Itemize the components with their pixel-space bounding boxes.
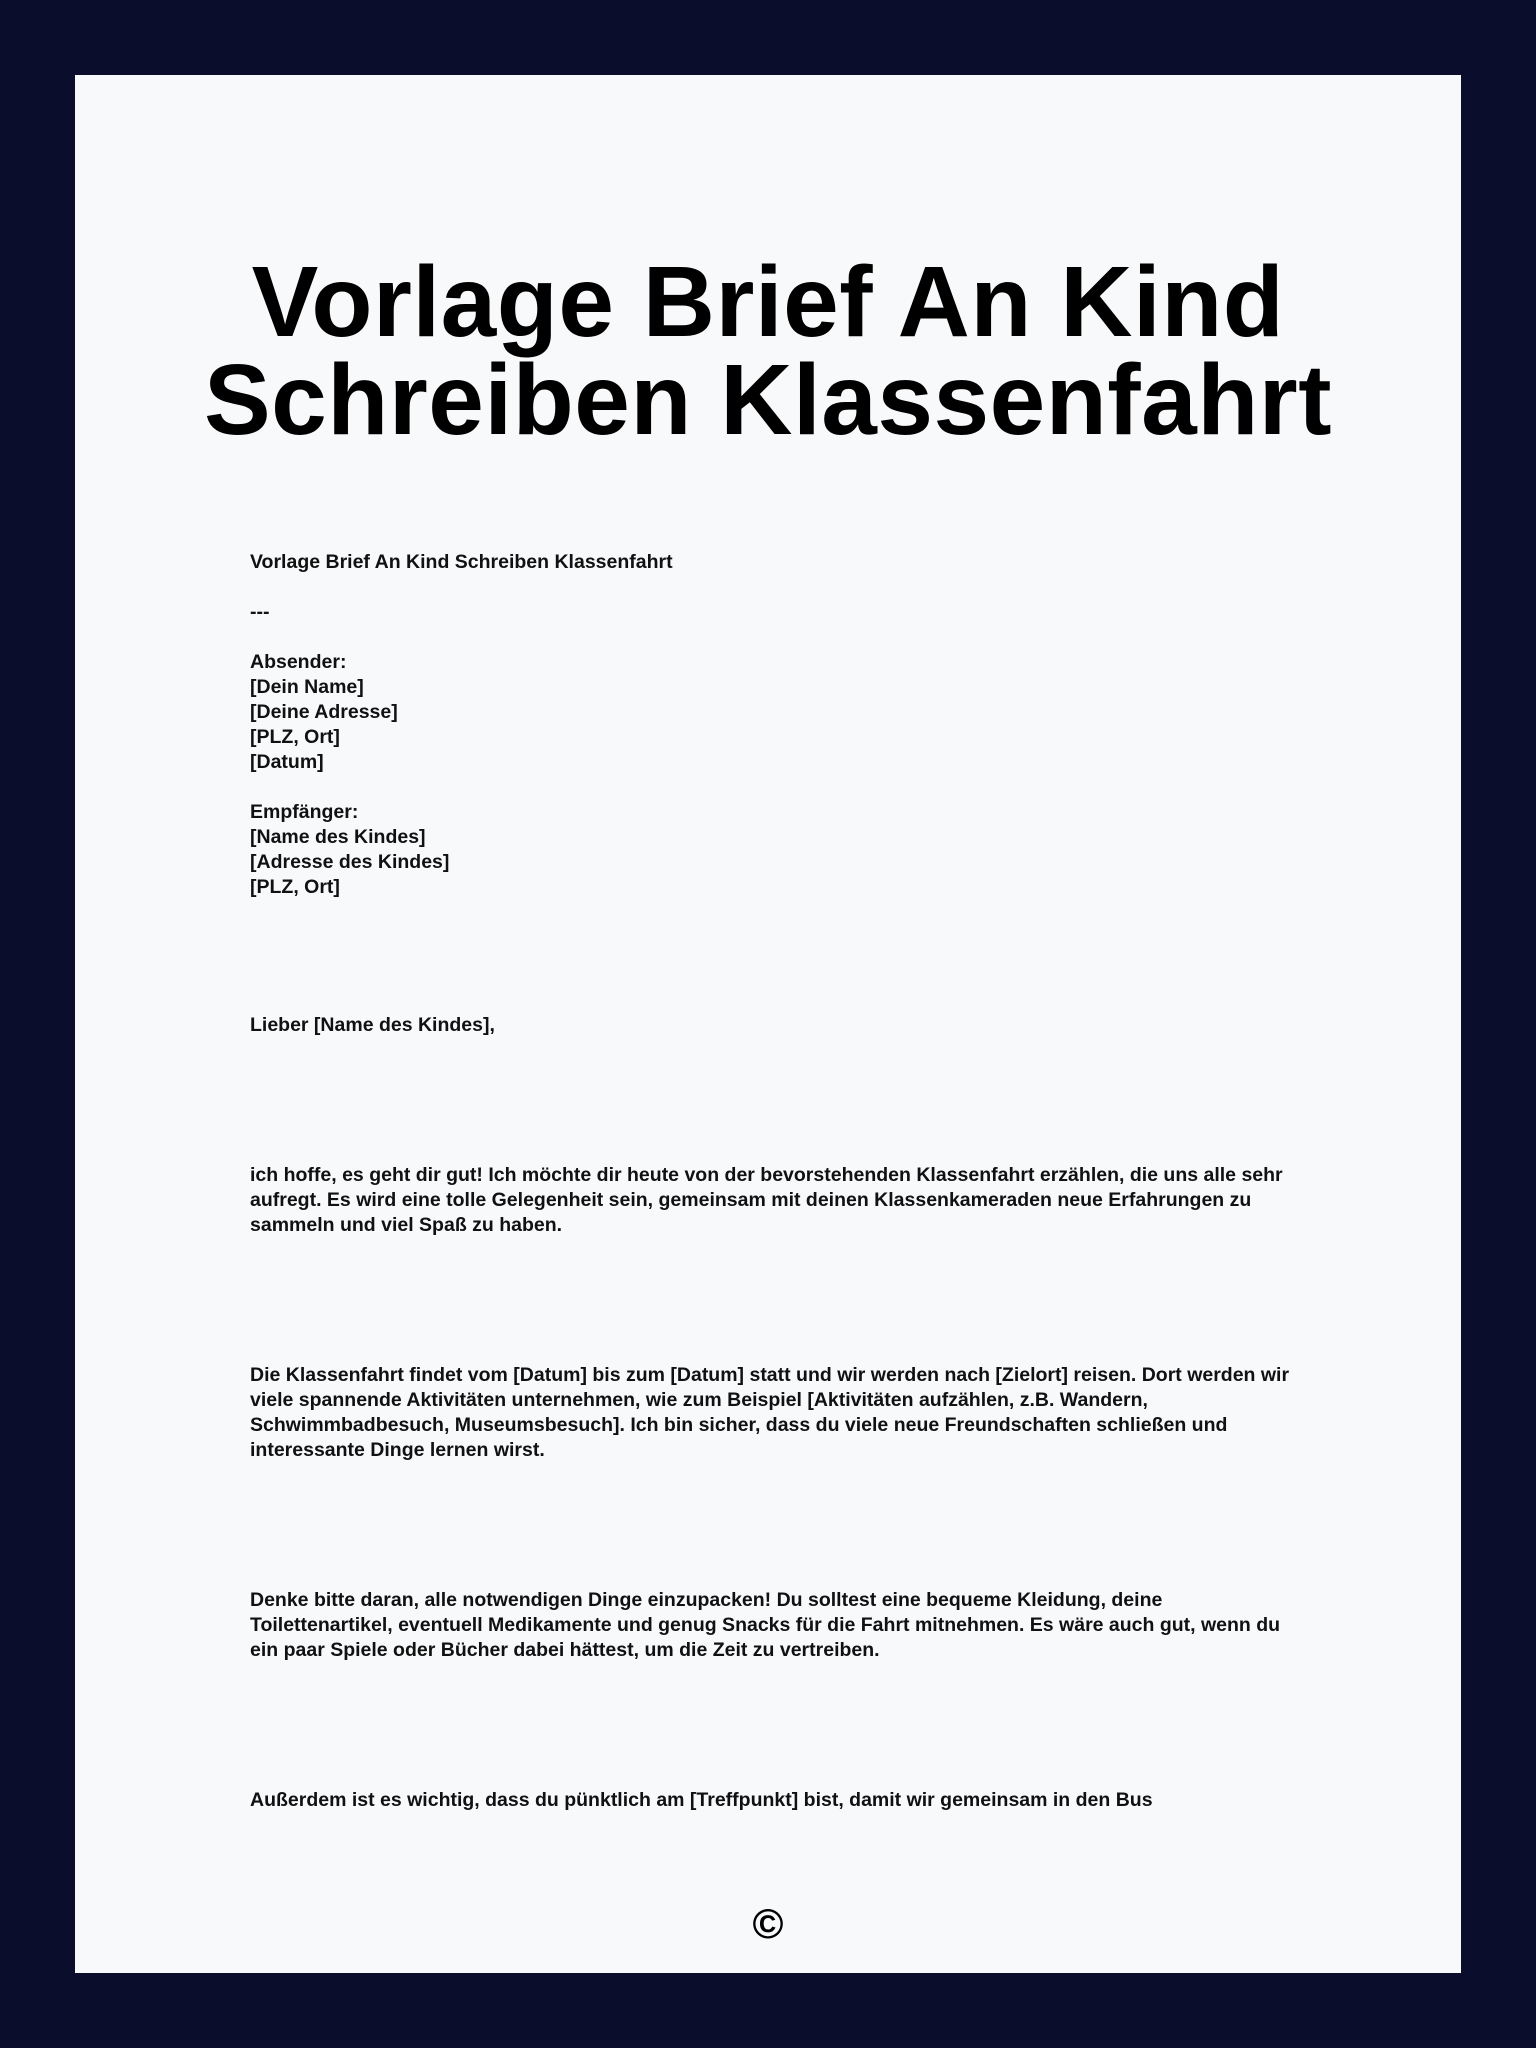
separator: ---	[250, 601, 270, 623]
sender-address: [Deine Adresse]	[250, 701, 398, 723]
copyright-icon: ©	[752, 1900, 784, 1947]
paragraph-intro: ich hoffe, es geht dir gut! Ich möchte dir heute von der bevorstehenden Klassenfahrt erzählen, die uns alle sehr aufregt. Es wird eine tolle Gelegenheit sein, gemeinsam mit deinen Klassenkameraden neue Erfahrungen zu sammeln und viel Spaß zu haben.	[250, 1164, 1283, 1236]
paragraph-meeting-point: Außerdem ist es wichtig, dass du pünktlich am [Treffpunkt] bist, damit wir gemeinsam in den Bus	[250, 1789, 1153, 1811]
sender-name: [Dein Name]	[250, 676, 364, 698]
letter-subtitle: Vorlage Brief An Kind Schreiben Klassenfahrt	[250, 551, 673, 573]
recipient-block	[250, 800, 1310, 900]
sender-label: Absender:	[250, 651, 347, 673]
paragraph-packing: Denke bitte daran, alle notwendigen Dinge einzupacken! Du solltest eine bequeme Kleidung, deine Toilettenartikel, eventuell Medikamente und genug Snacks für die Fahrt mitnehmen. Es wäre auch gut, wenn du ein paar Spiele oder Bücher dabei hättest, um die Zeit zu vertreiben.	[250, 1589, 1281, 1661]
salutation: Lieber [Name des Kindes],	[250, 1014, 495, 1036]
sender-block	[250, 650, 1310, 775]
recipient-address: [Adresse des Kindes]	[250, 851, 450, 873]
paragraph-trip-details: Die Klassenfahrt findet vom [Datum] bis zum [Datum] statt und wir werden nach [Zielort] reisen. Dort werden wir viele spannende Aktivitäten unternehmen, wie zum Beispiel [Aktivitäten aufzählen, z.B. Wandern, Schwimmbadbesuch, Museumsbesuch]. Ich bin sicher, dass du viele neue Freundschaften schließen und interessante Dinge lernen wirst.	[250, 1364, 1290, 1461]
sender-city: [PLZ, Ort]	[250, 726, 340, 748]
recipient-label: Empfänger:	[250, 801, 359, 823]
recipient-city: [PLZ, Ort]	[250, 876, 340, 898]
sender-date: [Datum]	[250, 751, 324, 773]
page-title: Vorlage Brief An Kind Schreiben Klassenfahrt	[203, 246, 1333, 456]
recipient-name: [Name des Kindes]	[250, 826, 426, 848]
letter-body	[250, 550, 1310, 1813]
document-page	[75, 75, 1461, 1973]
